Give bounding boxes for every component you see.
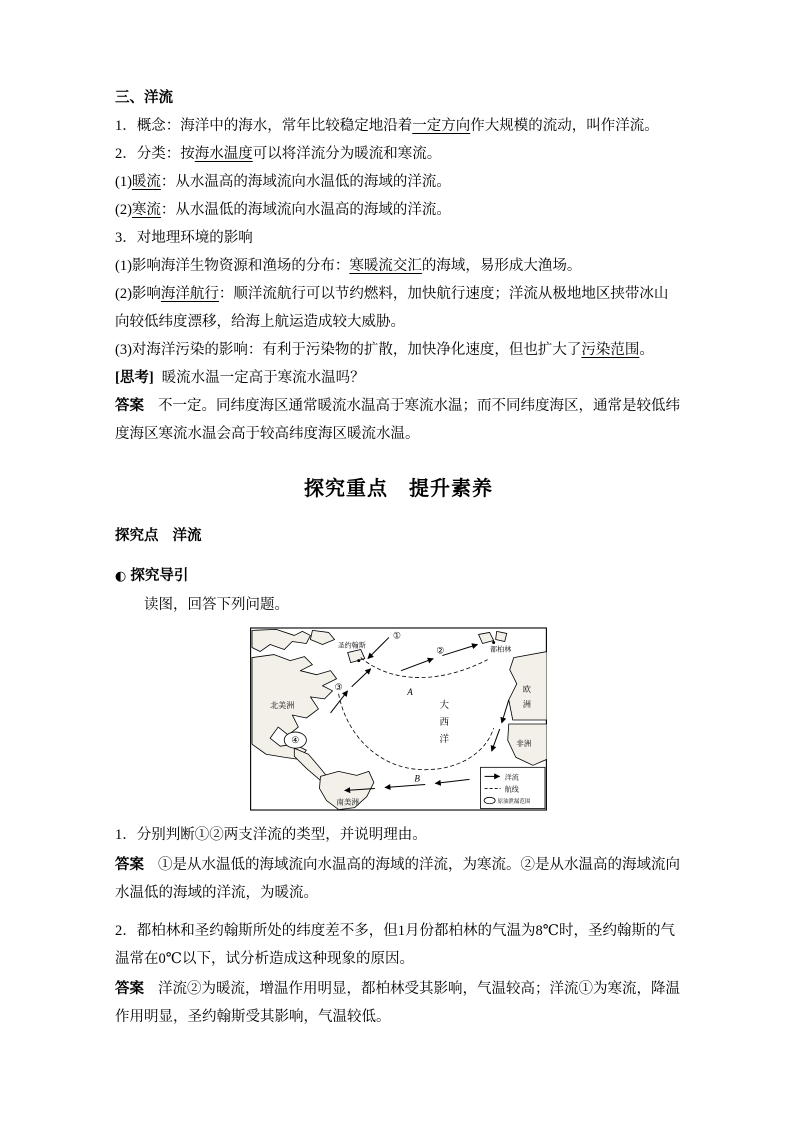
explore-point-title: 洋流: [172, 528, 202, 544]
text: 2．分类：按: [115, 146, 195, 162]
legend-oil-label: 原油泄漏范围: [497, 799, 531, 806]
label-current-4: ④: [291, 735, 300, 746]
explore-point: [115, 522, 682, 550]
underlined-term: 寒流: [131, 202, 161, 218]
answer-text: ①是从水温低的海域流向水温高的海域的洋流，为寒流。②是从水温高的海域流向水温低的海域的洋流，为暖流。: [115, 857, 680, 901]
navigation-impact-item: [115, 280, 682, 336]
text: 1．概念：海洋中的海水，常年比较稳定地沿着: [115, 118, 413, 134]
explore-section-heading: [115, 472, 682, 506]
fishery-impact-item: [115, 252, 682, 280]
question-1: [115, 821, 682, 849]
label-europe-1: 欧: [522, 684, 531, 694]
concept-item: [115, 112, 682, 140]
st-johns-dot: [357, 659, 360, 662]
text: (1): [115, 174, 132, 190]
answer-2: [115, 975, 682, 1031]
warm-current-item: [115, 168, 682, 196]
underlined-term: 海洋航行: [160, 286, 219, 302]
atlantic-map: [250, 627, 547, 811]
section-heading-text: 三、洋流: [115, 90, 173, 106]
section-heading: [115, 84, 682, 112]
text: ：从水温低的海域流向水温高的海域的洋流。: [160, 202, 451, 218]
explore-guide-label: 探究导引: [130, 568, 189, 584]
answer-label: 答案: [115, 398, 144, 414]
text: 的海域，易形成大渔场。: [421, 258, 582, 274]
underlined-term: 污染范围: [581, 342, 640, 358]
underlined-term: 暖流: [131, 174, 161, 190]
answer-label: 答案: [115, 857, 144, 873]
explore-point-label: 探究点: [115, 528, 159, 544]
classification-item: [115, 140, 682, 168]
map-legend: [481, 767, 545, 808]
underlined-term: 一定方向: [412, 118, 471, 134]
text: 。: [639, 342, 654, 358]
text: 作大规模的流动，叫作洋流。: [470, 118, 659, 134]
text: (1)影响海洋生物资源和渔场的分布：: [115, 258, 350, 274]
think-text: 暖流水温一定高于寒流水温吗？: [161, 370, 365, 386]
label-europe-2: 洲: [522, 699, 531, 709]
figure-intro: [115, 591, 682, 619]
text: ：顺洋流航行可以节约燃料，加快航行速度；洋流从极地地区挟带冰山向较低纬度漂移，给海上航运造成较大威胁。: [115, 286, 669, 330]
text: (3)对海洋污染的影响：有利于污染物的扩散，加快净化速度，但也扩大了: [115, 342, 582, 358]
label-point-b: B: [414, 773, 420, 784]
text: 1．分别判断①②两支洋流的类型，并说明理由。: [115, 827, 427, 843]
impact-heading: [115, 224, 682, 252]
label-st-johns: 圣约翰斯: [337, 641, 366, 650]
cold-current-item: [115, 196, 682, 224]
text: 读图，回答下列问题。: [144, 597, 289, 613]
text: ：从水温高的海域流向水温低的海域的洋流。: [160, 174, 451, 190]
label-atlantic-1: 大: [439, 699, 450, 711]
label-current-2: ②: [436, 645, 445, 656]
label-africa: 非洲: [516, 739, 532, 749]
answer-text: 洋流②为暖流，增温作用明显，都柏林受其影响，气温较高；洋流①为寒流，降温作用明显，圣约翰斯受其影响，气温较低。: [115, 981, 680, 1025]
text: (2): [115, 202, 132, 218]
dublin-dot: [492, 641, 495, 644]
pollution-impact-item: [115, 336, 682, 364]
map-figure: [250, 627, 547, 811]
label-atlantic-3: 洋: [439, 734, 450, 746]
label-dublin: 都柏林: [490, 645, 512, 654]
text: (2)影响: [115, 286, 161, 302]
think-question: [115, 364, 682, 392]
explore-section-heading-text: 探究重点 提升素养: [304, 478, 493, 500]
legend-current-label: 洋流: [504, 773, 519, 782]
label-south-america: 南美洲: [336, 797, 359, 807]
label-current-1: ①: [392, 630, 402, 641]
question-2: [115, 917, 682, 973]
text: 2．都柏林和圣约翰斯所处的纬度差不多，但1月份都柏林的气温为8℃时，圣约翰斯的气温常在0℃以下，试分析造成这种现象的原因。: [115, 923, 675, 967]
think-label: [思考]: [115, 370, 154, 386]
underlined-term: 海水温度: [194, 146, 253, 162]
label-point-a: A: [407, 686, 413, 697]
text: 可以将洋流分为暖流和寒流。: [252, 146, 442, 162]
think-answer: [115, 392, 682, 448]
ireland-shape: [496, 631, 507, 641]
underlined-term: 寒暖流交汇: [349, 258, 422, 274]
answer-text: 不一定。同纬度海区通常暖流水温高于寒流水温；而不同纬度海区，通常是较低纬度海区寒流水温会高于较高纬度海区暖流水温。: [115, 398, 680, 442]
page-content: [115, 84, 682, 1031]
answer-label: 答案: [115, 981, 144, 997]
text: 3．对地理环境的影响: [115, 230, 253, 246]
explore-guide: [115, 562, 682, 591]
legend-route-label: 航线: [504, 785, 519, 794]
label-current-3: ③: [334, 681, 343, 692]
answer-1: [115, 851, 682, 907]
label-atlantic-2: 西: [439, 717, 450, 729]
half-circle-icon: ◐: [115, 569, 127, 584]
label-north-america: 北美洲: [270, 700, 295, 710]
